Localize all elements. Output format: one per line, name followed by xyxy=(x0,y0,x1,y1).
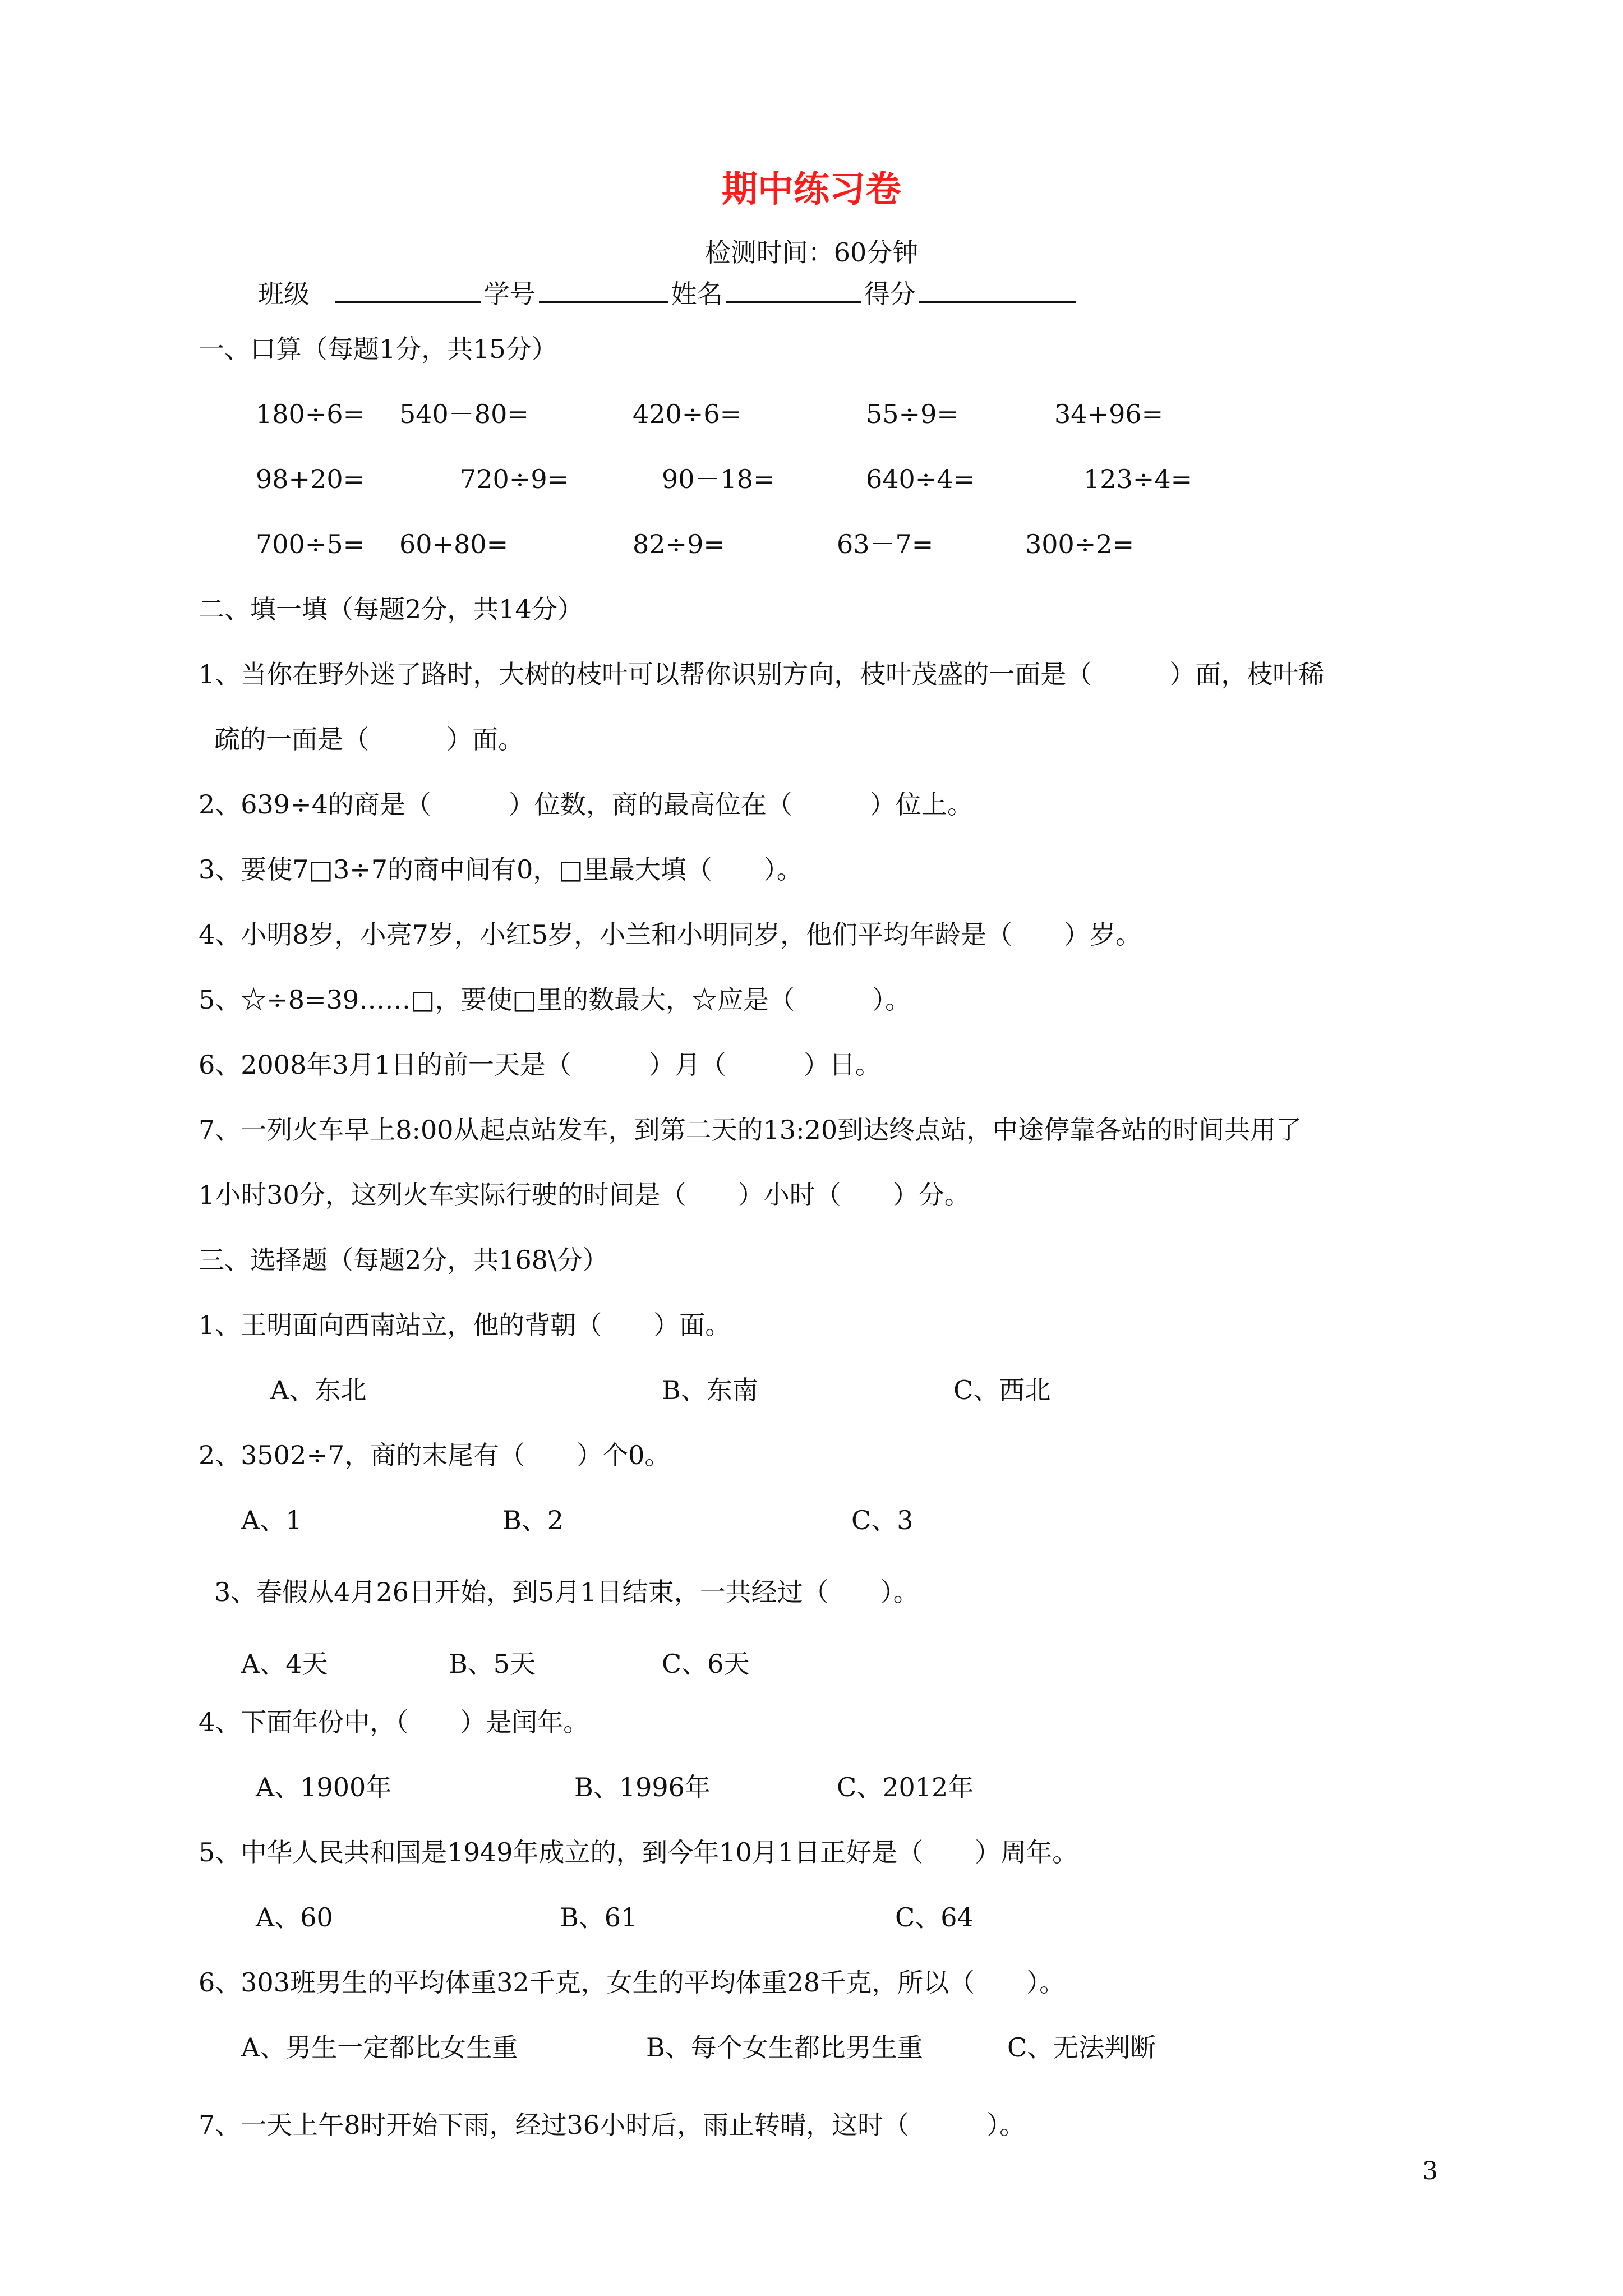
fill-question: 6、2008年3月1日的前一天是（ ）月（ ）日。 xyxy=(199,1050,881,1080)
choice-option: B、5天 xyxy=(449,1649,536,1679)
fill-question: 1、当你在野外迷了路时，大树的枝叶可以帮你识别方向，枝叶茂盛的一面是（ ）面，枝叶稀 xyxy=(199,659,1325,689)
choice-option: A、东北 xyxy=(270,1375,367,1405)
calc-item: 700÷5= xyxy=(256,529,365,559)
calc-item: 420÷6= xyxy=(633,399,742,429)
calc-item: 63－7= xyxy=(837,529,934,559)
name-label: 姓名 xyxy=(671,279,723,309)
choice-option: B、1996年 xyxy=(574,1772,711,1802)
calc-item: 180÷6= xyxy=(256,399,365,429)
calc-item: 98+20= xyxy=(256,464,365,494)
choice-question: 4、下面年份中，（ ）是闰年。 xyxy=(199,1707,589,1737)
calc-item: 640÷4= xyxy=(866,464,975,494)
fill-question: 3、要使7□3÷7的商中间有0，□里最大填（ ）。 xyxy=(199,854,803,885)
calc-item: 123÷4= xyxy=(1083,464,1193,494)
calc-item: 34+96= xyxy=(1054,399,1164,429)
choice-option: B、每个女生都比男生重 xyxy=(646,2032,923,2063)
test-duration: 检测时间：60分钟 xyxy=(704,237,919,268)
fill-question: 2、639÷4的商是（ ）位数，商的最高位在（ ）位上。 xyxy=(199,789,973,820)
calc-item: 60+80= xyxy=(399,529,509,559)
choice-option: C、64 xyxy=(895,1902,974,1932)
choice-question: 3、春假从4月26日开始，到5月1日结束，一共经过（ ）。 xyxy=(214,1577,919,1607)
choice-option: A、60 xyxy=(256,1902,333,1932)
fill-question: 1小时30分，这列火车实际行驶的时间是（ ）小时（ ）分。 xyxy=(199,1180,970,1210)
fill-question: 疏的一面是（ ）面。 xyxy=(214,724,524,754)
choice-option: C、2012年 xyxy=(837,1772,974,1802)
calc-item: 55÷9= xyxy=(866,399,958,429)
calc-item: 720÷9= xyxy=(460,464,569,494)
choice-question: 5、中华人民共和国是1949年成立的，到今年10月1日正好是（ ）周年。 xyxy=(199,1837,1078,1867)
number-blank[interactable] xyxy=(539,279,668,303)
fill-question: 7、一列火车早上8:00从起点站发车，到第二天的13:20到达终点站，中途停靠各站的时间共用了 xyxy=(199,1115,1302,1145)
choice-question: 6、303班男生的平均体重32千克，女生的平均体重28千克，所以（ ）。 xyxy=(199,1967,1066,1998)
choice-option: B、2 xyxy=(502,1505,564,1535)
class-blank[interactable] xyxy=(335,279,481,303)
choice-option: B、61 xyxy=(560,1902,638,1932)
choice-option: A、4天 xyxy=(241,1649,328,1679)
name-blank[interactable] xyxy=(726,279,861,303)
choice-option: B、东南 xyxy=(662,1375,758,1405)
student-info-line xyxy=(258,278,1080,310)
fill-question: 5、☆÷8=39……□，要使□里的数最大，☆应是（ ）。 xyxy=(199,984,911,1015)
calc-item: 300÷2= xyxy=(1025,529,1135,559)
choice-option: A、1 xyxy=(241,1505,302,1535)
calc-item: 540－80= xyxy=(399,399,529,429)
page-number: 3 xyxy=(1422,2157,1438,2185)
calc-item: 90－18= xyxy=(662,464,775,494)
score-label: 得分 xyxy=(864,279,916,309)
choice-option: C、3 xyxy=(851,1505,914,1535)
number-label: 学号 xyxy=(483,279,536,309)
choice-question: 2、3502÷7，商的末尾有（ ）个0。 xyxy=(199,1440,671,1470)
choice-option: C、西北 xyxy=(953,1375,1051,1405)
section-heading-oral-calc: 一、口算（每题1分，共15分） xyxy=(199,334,557,364)
score-blank[interactable] xyxy=(919,279,1076,303)
choice-option: A、男生一定都比女生重 xyxy=(241,2032,518,2063)
choice-question: 1、王明面向西南站立，他的背朝（ ）面。 xyxy=(199,1310,731,1340)
calc-item: 82÷9= xyxy=(633,529,725,559)
page-title: 期中练习卷 xyxy=(722,168,901,210)
choice-question: 7、一天上午8时开始下雨，经过36小时后，雨止转晴，这时（ ）。 xyxy=(199,2110,1026,2140)
section-heading-choice: 三、选择题（每题2分，共168\分） xyxy=(199,1245,608,1275)
choice-option: C、无法判断 xyxy=(1007,2032,1156,2063)
choice-option: C、6天 xyxy=(662,1649,750,1679)
choice-option: A、1900年 xyxy=(256,1772,392,1802)
fill-question: 4、小明8岁，小亮7岁，小红5岁，小兰和小明同岁，他们平均年龄是（ ）岁。 xyxy=(199,919,1142,950)
section-heading-fill-in: 二、填一填（每题2分，共14分） xyxy=(199,594,583,624)
class-label: 班级 xyxy=(258,279,310,309)
